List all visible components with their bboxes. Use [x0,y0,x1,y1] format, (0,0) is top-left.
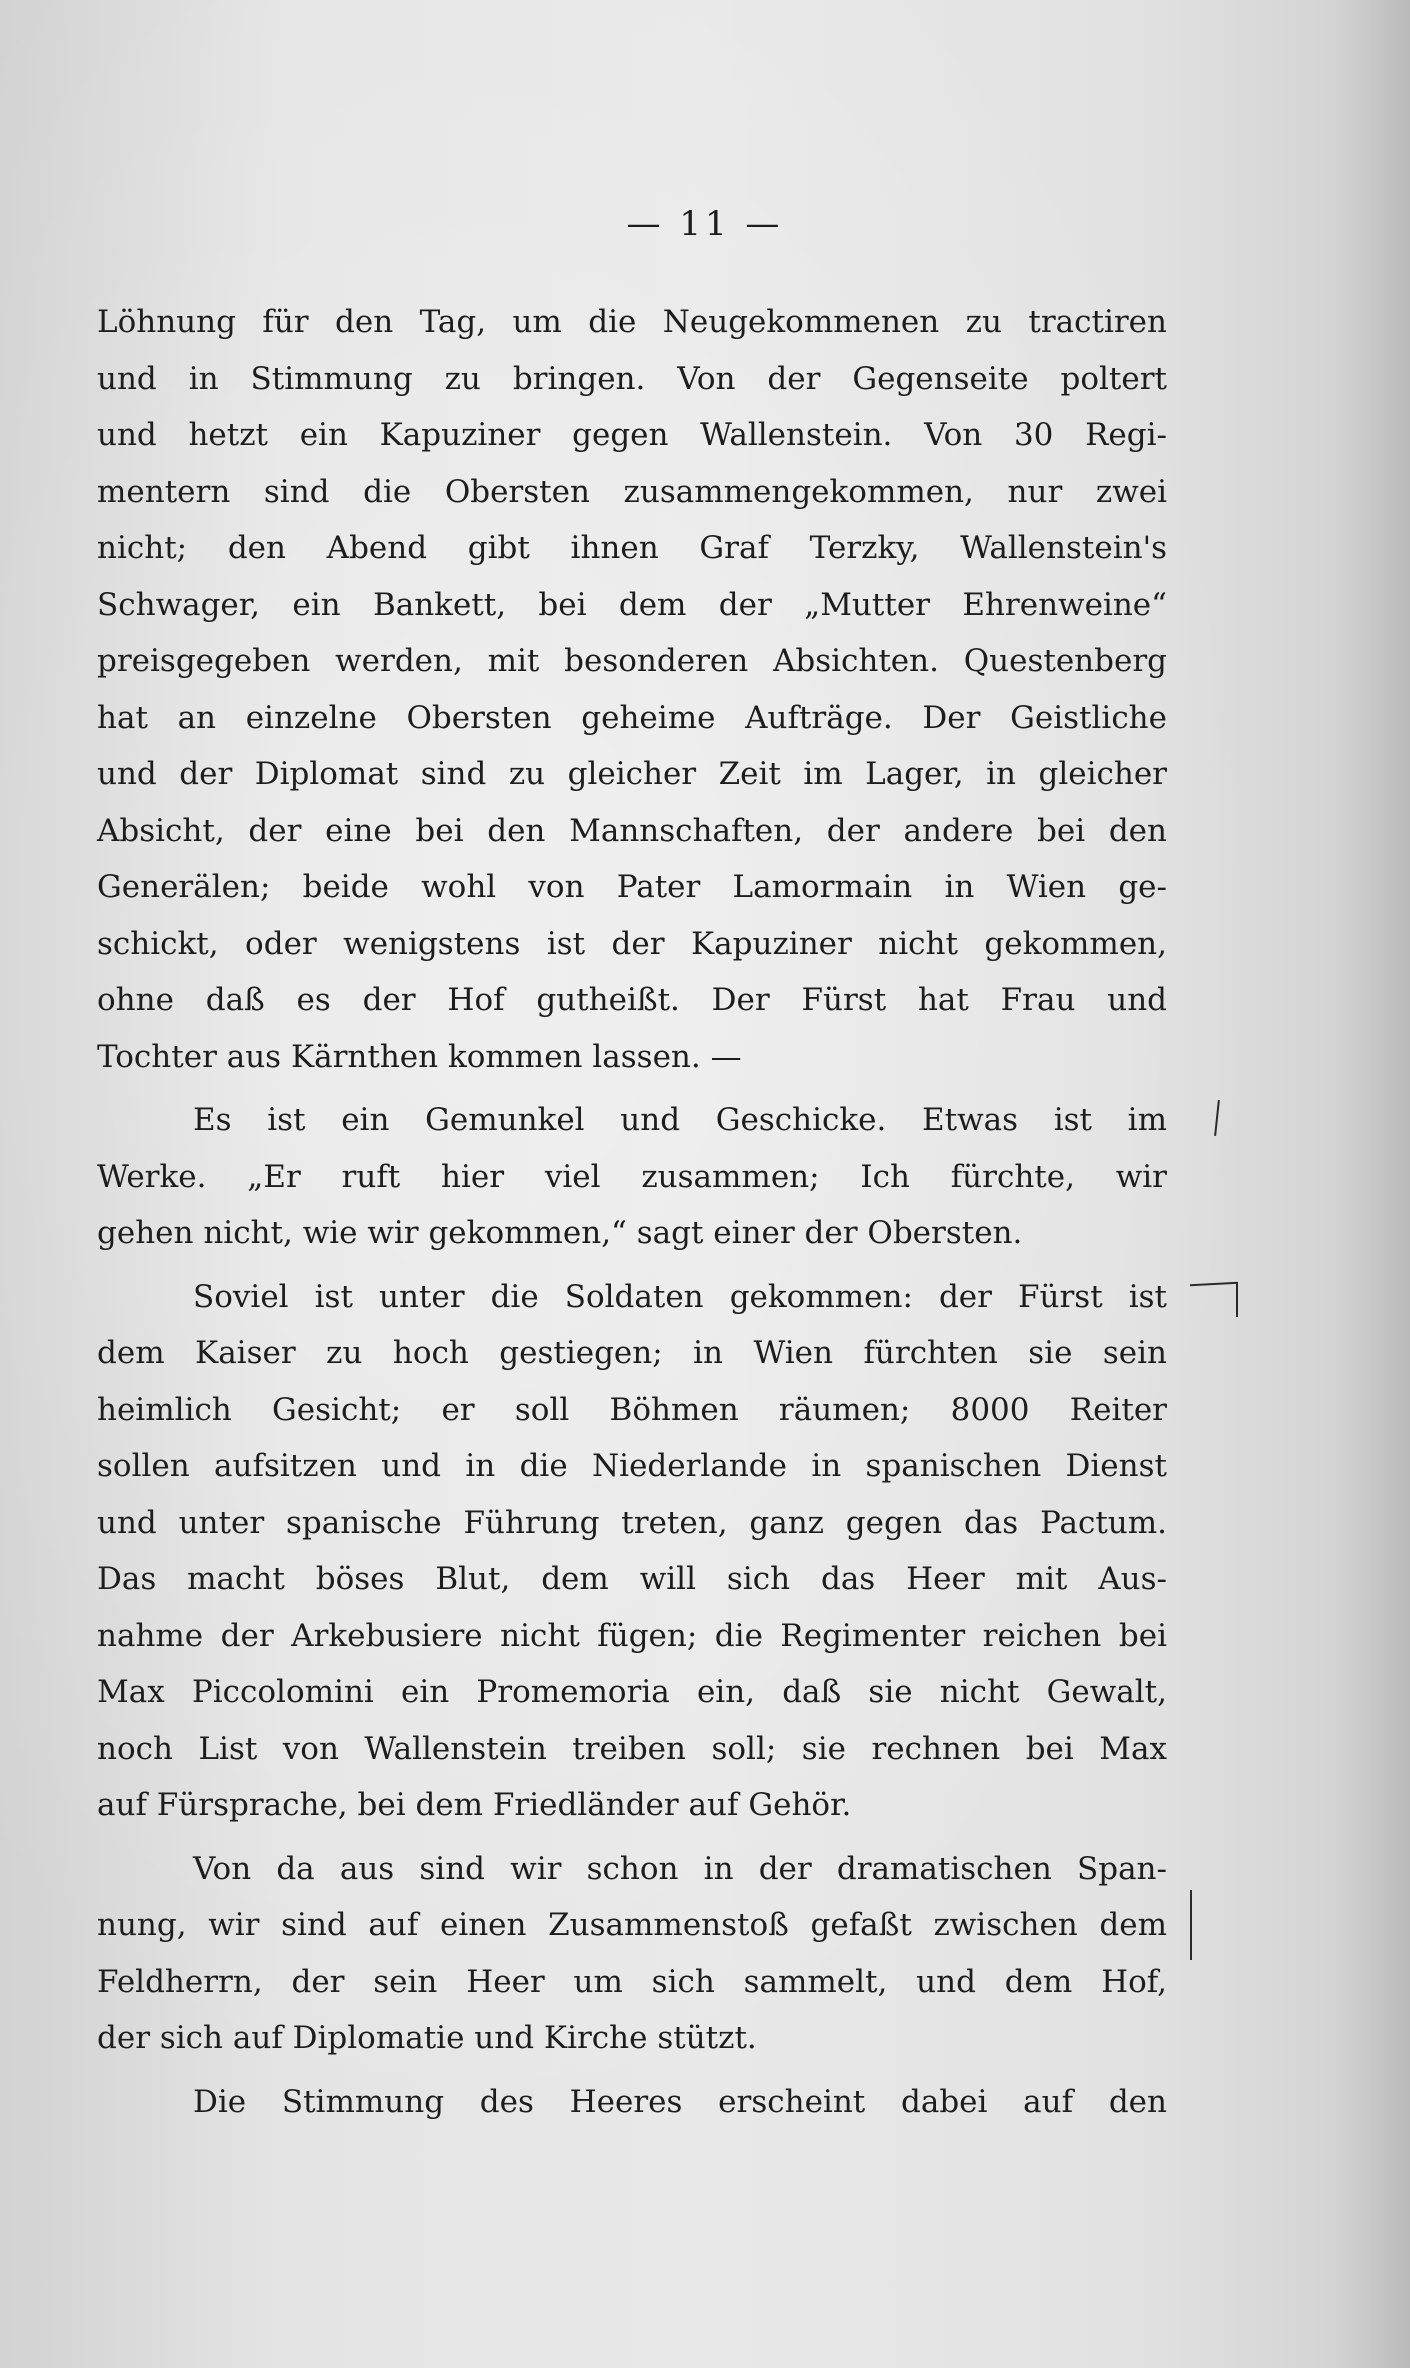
text-line: Soviel ist unter die Soldaten gekommen: der Fürst ist [193,1278,1167,1315]
paragraph [97,2074,1167,2131]
page-edge-shadow [1330,0,1410,2368]
text-line: sollen aufsitzen und in die Niederlande in spanischen Dienst [97,1448,1167,1484]
text-line: und in Stimmung zu bringen. Von der Gegenseite poltert [97,360,1167,397]
text-line: und hetzt ein Kapuziner gegen Wallenstein. Von 30 Regi- [97,417,1167,453]
text-line: Das macht böses Blut, dem will sich das Heer mit Aus- [97,1561,1167,1597]
text-line: hat an einzelne Obersten geheime Aufträge. Der Geistliche [97,699,1167,736]
text-line: Generälen; beide wohl von Pater Lamormain in Wien ge- [97,869,1167,905]
text-line: Werke. „Er ruft hier viel zusammen; Ich fürchte, wir [97,1158,1167,1195]
text-line: Tochter aus Kärnthen kommen lassen. — [97,1038,742,1075]
body-text [97,294,1167,2130]
text-line: schickt, oder wenigstens ist der Kapuziner nicht gekommen, [97,925,1167,962]
paragraph [97,1092,1167,1262]
text-line: mentern sind die Obersten zusammengekommen, nur zwei [97,473,1167,510]
text-line: der sich auf Diplomatie und Kirche stützt. [97,2020,757,2056]
text-line: und der Diplomat sind zu gleicher Zeit im Lager, in gleicher [97,756,1167,792]
text-line: Schwager, ein Bankett, bei dem der „Mutter Ehrenweine“ [97,586,1167,623]
text-line: Absicht, der eine bei den Mannschaften, der andere bei den [97,812,1167,849]
paragraph [97,1841,1167,2067]
pencil-mark [1190,1890,1192,1960]
text-line: Die Stimmung des Heeres erscheint dabei auf den [193,2083,1167,2120]
text-line: Von da aus sind wir schon in der dramatischen Span- [193,1850,1167,1887]
text-line: Es ist ein Gemunkel und Geschicke. Etwas ist im [193,1102,1167,1138]
text-line: nicht; den Abend gibt ihnen Graf Terzky, Wallenstein's [97,530,1167,566]
text-line: und unter spanische Führung treten, ganz gegen das Pactum. [97,1504,1167,1541]
pencil-mark [1236,1283,1238,1317]
paragraph [97,294,1167,1085]
page-number: — 11 — [626,204,784,244]
text-line: dem Kaiser zu hoch gestiegen; in Wien fürchten sie sein [97,1335,1167,1371]
text-line: gehen nicht, wie wir gekommen,“ sagt einer der Obersten. [97,1215,1023,1251]
paragraph [97,1269,1167,1834]
text-line: auf Fürsprache, bei dem Friedländer auf Gehör. [97,1787,852,1823]
text-line: nahme der Arkebusiere nicht fügen; die Regimenter reichen bei [97,1617,1167,1654]
text-line: Max Piccolomini ein Promemoria ein, daß sie nicht Gewalt, [97,1674,1167,1710]
text-line: Löhnung für den Tag, um die Neugekommenen zu tractiren [97,304,1167,340]
text-line: Feldherrn, der sein Heer um sich sammelt, und dem Hof, [97,1963,1167,2000]
pencil-mark [1214,1100,1220,1136]
text-line: heimlich Gesicht; er soll Böhmen räumen; 8000 Reiter [97,1391,1167,1428]
pencil-mark [1190,1282,1238,1287]
text-line: ohne daß es der Hof gutheißt. Der Fürst hat Frau und [97,982,1167,1018]
text-line: nung, wir sind auf einen Zusammenstoß gefaßt zwischen dem [97,1907,1167,1943]
text-line: preisgegeben werden, mit besonderen Absichten. Questenberg [97,643,1167,679]
text-line: noch List von Wallenstein treiben soll; sie rechnen bei Max [97,1730,1167,1767]
